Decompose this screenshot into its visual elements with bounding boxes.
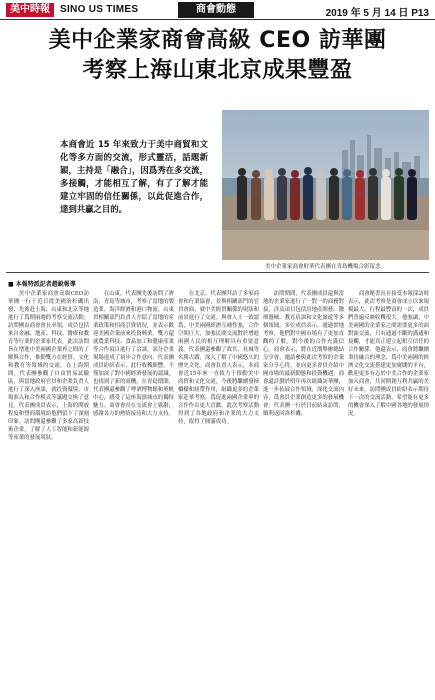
byline: ■ 本報特派記者趙銳報導: [8, 281, 76, 288]
headline: [0, 26, 435, 86]
article-column: [178, 290, 259, 690]
article-paragraph: 商會秘書長在接受本報採訪時表示，此次考察是商會成立以來規模最大、行程最豐富的一次，成員們普遍反映收穫很大。他強調，中美兩國的企業家之間需要更多的面對面交流，只有通過不斷的溝通和接觸，才能真正建立起相互信任的合作關係。他還表示，商會將繼續秉持融合的理念，爲中美兩國的經濟文化交流搭建更加廣闊的平台，歡迎更多有志於中美合作的企業家加入商會，共同開創互利共贏的美好未來。訪問團成員紛紛表示期待下一次的交流活動，希望能有更多的機會深入了解中國各地的發展情況。: [348, 291, 429, 417]
headline-line-2: 考察上海山東北京成果豐盈: [82, 58, 353, 83]
pull-quote: 本商會近 15 年來致力于美中商貿和文化等多方面的交流，形式靈活，話題新穎，主持是「融合」，因爲秀在多交流，多接觸，才能相互了解，有了了解才能建立牢固的信任關係，以此促進合作，達到共贏之目的。: [60, 139, 208, 214]
article-column: [348, 290, 429, 690]
article-paragraph: 訪問期間，代表團成員還與當地的企業家進行了一對一的商務對接，涉及項目包括房地產開發、醫療器械、教育培訓和文化旅遊等多個領域。多位成員表示，通過實地考察，他們對中國市場有了更加直觀的了解，對今後的合作充滿信心。商會表示，將在近期舉辦總結分享會，邀請參與此次考察的企業家分享心得，並向更多會員介紹中國市場的最新動態和投資機遇。商會還計劃於明年再次組織訪華團，進一步拓展合作領域，深化交流內容，爲會員企業創造更多的發展機會。代表團一行於日前結束訪問，順利返回洛杉磯。: [263, 291, 344, 417]
masthead: [0, 0, 435, 20]
paper-name: SINO US TIMES: [60, 4, 139, 15]
photo-caption: 美中企業家商會駐華代表團在青島機場合影留念。: [264, 264, 386, 270]
date-page: 2019 年 5 月 14 日 P13: [325, 8, 429, 19]
article-column: [8, 290, 89, 690]
newspaper-logo: 美中時報: [6, 3, 54, 17]
article-column: [263, 290, 344, 690]
divider: [6, 272, 429, 273]
article-paragraph: 在山東，代表團先後訪問了濟南、青島等城市，考察了當地的製造業、海洋經濟和港口物流。山東省相關部門負責人介紹了當地的產業政策和招商引資情況，並表示歡迎美國企業前來投資興業。雙方還就農業科技、食品加工和健康產業等合作項目進行了洽談，部分企業現場達成了初步合作意向。代表團成員紛紛表示，此行收穫頗豐，不僅加深了對中國經濟發展的認識，也找到了新的商機。在青島期間，代表團還參觀了啤酒博物館和奧帆中心，感受了這座海濱城市的獨特魅力。商會會長在交流會上致辭，感謝各方的熱情接待和大力支持。: [93, 291, 174, 417]
headline-line-1: 美中企業家商會高級 CEO 訪華團: [48, 28, 387, 53]
article-body: [8, 290, 429, 690]
article-column: [93, 290, 174, 690]
section-tag: 商會動態: [178, 2, 254, 18]
group-photo-illustration: [222, 110, 429, 260]
article-paragraph: 在北京，代表團拜訪了多家商會和行業協會，並與相關部門的官員會面，就中美經貿關係的現狀和前景進行了交流。與會人士一致認爲，中美兩國經濟互補性強，合作空間巨大，加強民間交流對於增進兩國人民的相互理解具有重要意義。代表團還參觀了故宮、長城等名勝古蹟，深入了解了中國悠久的歷史文化。商會負責人表示，本商會近15年來一直致力于推動美中商貿和文化交流，今後將繼續發揮橋樑和紐帶作用，組織更多的企業家赴華考察，爲促進兩國企業界的合作作出更大貢獻。此次考察活動得到了各地政府和企業的大力支持，取得了圓滿成功。: [178, 291, 259, 425]
group-photo: [222, 110, 429, 260]
article-paragraph: 美中企業家商會高級CEO訪華團一行于近日從美國洛杉磯出發，先後赴上海、山東和北京等地進行了爲期兩週的考察交流活動。訪問團由商會會長率領，成員包括來自金融、地產、科技、醫療和教育等行業的企業家代表。此次訪問旨在增進中美兩國企業界之間的了解與合作，推動雙方在經貿、文化和教育等領域的交流。在上海期間，代表團參觀了自由貿易試驗區，與當地政府官員和企業負責人進行了深入座談，就投資環境、市場准入和合作模式等議題交換了意見。代表團成員表示，上海的開放程度和營商環境給他們留下了深刻印象。訪問團還參觀了多家高新技術企業，了解了人工智能和新能源等產業的發展現狀。: [8, 291, 89, 441]
